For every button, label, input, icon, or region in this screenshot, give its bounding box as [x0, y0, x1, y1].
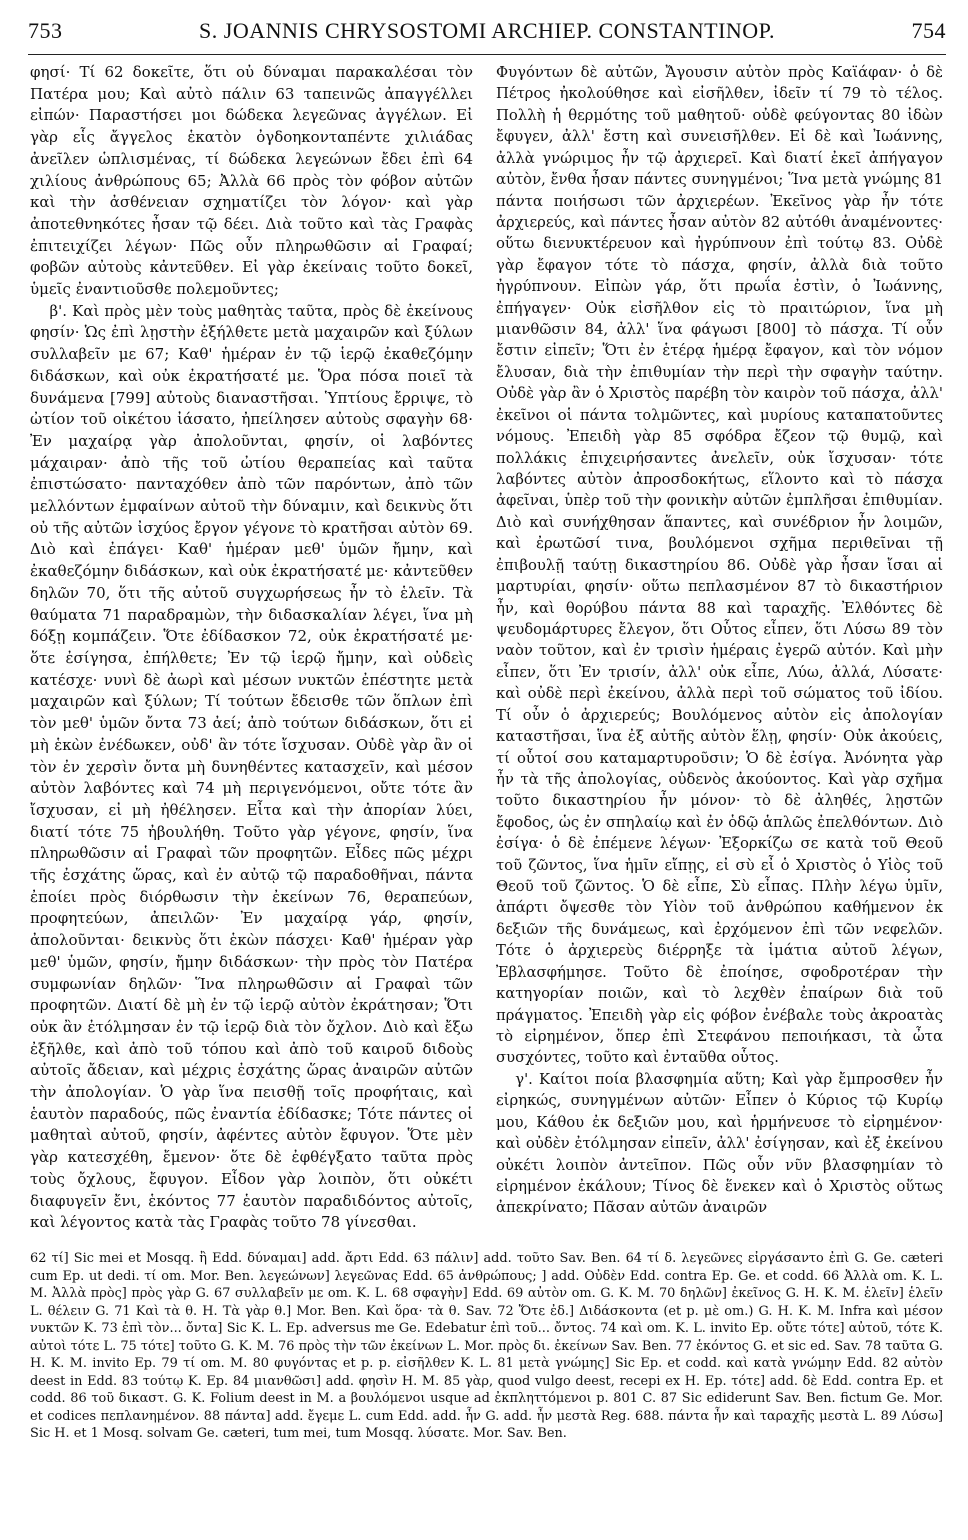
page-header [28, 18, 946, 48]
paragraph: β'. Καὶ πρὸς μὲν τοὺς μαθητὰς ταῦτα, πρὸς δὲ ἐκείνους φησίν· Ὡς ἐπὶ λῃστὴν ἐξήλθετε μετὰ μαχαιρῶν καὶ ξύλων συλλαβεῖν με 67; Καθ' ἡμέραν ἐν τῷ ἱερῷ ἐκαθεζόμην διδάσκων, καὶ οὐκ ἐκρατήσατέ με. Ὅρα πόσα ποιεῖ τὰ δυνάμενα [799] αὐτοὺς διαναστῆσαι. Ὑπτίους ἔρριψε, τὸ ὠτίον τοῦ οἰκέτου ἰάσατο, ἠπείλησεν αὐτοὺς σφαγὴν 68· Ἐν μαχαίρᾳ γὰρ ἀπολοῦνται, φησίν, οἱ λαβόντες μάχαιραν· ἀπὸ τῆς τοῦ ὠτίου θεραπείας καὶ ταῦτα ἐπιστώσατο· πανταχόθεν ἀπὸ τῶν παρόντων, ἀπὸ τῶν μελλόντων ἐμφαίνων αὐτοῦ τὴν δύναμιν, καὶ δεικνὺς ὅτι οὐ τῆς αὐτῶν ἰσχύος ἔργον γέγονε τὸ κρατῆσαι αὐτὸν 69. Διὸ καὶ ἐπάγει· Καθ' ἡμέραν μεθ' ὑμῶν ἤμην, καὶ ἐκαθεζόμην διδάσκων, καὶ οὐκ ἐκρατήσατέ με· κἀντεῦθεν δηλῶν 70, ὅτι τῆς αὐτοῦ συγχωρήσεως ἦν τὸ ἑλεῖν. Τὰ θαύματα 71 παραδραμὼν, τὴν διδασκαλίαν λέγει, ἵνα μὴ δόξῃ κομπάζειν. Ὅτε ἐδίδασκον 72, οὐκ ἐκρατήσατέ με· ὅτε ἐσίγησα, ἐπήλθετε; Ἐν τῷ ἱερῷ ἤμην, καὶ οὐδεὶς κατέσχε· νυνὶ δὲ ἀωρὶ καὶ μέσων νυκτῶν ἐπέστητε μετὰ μαχαιρῶν καὶ ξύλων; Τί τούτων ἔδεισθε τῶν ὅπλων ἐπὶ τὸν μεθ' ὑμῶν ὄντα 73 ἀεί; ἀπὸ τούτων διδάσκων, ὅτι εἰ μὴ ἑκὼν ἐνέδωκεν, οὐδ' ἂν τότε ἴσχυσαν. Οὐδὲ γὰρ ἂν οἱ τὸν ἐν χερσὶν ὄντα μὴ δυνηθέντες κατασχεῖν, καὶ μέσον αὐτὸν λαβόντες καὶ 74 μὴ περιγενόμενοι, οὔτε τότε ἂν ἴσχυσαν, εἰ μὴ ἠθέλησεν. Εἶτα καὶ τὴν ἀπορίαν λύει, διατί τότε 75 ἠβουλήθη. Τοῦτο γὰρ γέγονε, φησίν, ἵνα πληρωθῶσιν αἱ Γραφαὶ τῶν προφητῶν. Εἶδες πῶς μέχρι τῆς ἐσχάτης ὥρας, καὶ ἐν αὐτῷ τῷ παραδοθῆναι, πάντα ἐποίει πρὸς διόρθωσιν τὴν ἐκείνων 76, θεραπεύων, προφητεύων, ἀπειλῶν· Ἐν μαχαίρᾳ γάρ, φησίν, ἀπολοῦνται· δεικνὺς ὅτι ἑκὼν πάσχει· Καθ' ἡμέραν γὰρ μεθ' ὑμῶν, φησίν, ἤμην διδάσκων· τὴν πρὸς τὸν Πατέρα συμφωνίαν δηλῶν· Ἵνα πληρωθῶσιν αἱ Γραφαὶ τῶν προφητῶν. Διατί δὲ μὴ ἐν τῷ ἱερῷ αὐτὸν ἐκράτησαν; Ὅτι οὐκ ἂν ἐτόλμησαν ἐν τῷ ἱερῷ διὰ τὸν ὄχλον. Διὸ καὶ ἔξω ἐξῆλθε, καὶ ἀπὸ τοῦ τόπου καὶ ἀπὸ τοῦ καιροῦ διδοὺς αὐτοῖς ἄδειαν, καὶ μέχρις ἐσχάτης ὥρας ἀναιρῶν αὐτῶν τὴν ἀπολογίαν. Ὁ γὰρ ἵνα πεισθῇ τοῖς προφήταις, καὶ ἑαυτὸν παραδούς, πῶς ἐναντία ἐδίδασκε; Τότε πάντες οἱ μαθηταὶ αὐτοῦ, φησίν, ἀφέντες αὐτὸν ἔφυγον. Ὅτε μὲν γὰρ κατεσχέθη, ἔμενον· ὅτε δὲ ἐφθέγξατο ταῦτα πρὸς τοὺς ὄχλους, ἔφυγον. Εἶδον γὰρ λοιπὸν, ὅτι οὐκέτι διαφυγεῖν ἔνι, ἑκόντος 77 ἑαυτὸν παραδιδόντος αὐτοῖς, καὶ λέγοντος κατὰ τὰς Γραφὰς τοῦτο 78 γίνεσθαι. [30, 301, 473, 1232]
left-column [30, 62, 473, 1234]
paragraph: φησί· Τί 62 δοκεῖτε, ὅτι οὐ δύναμαι παρακαλέσαι τὸν Πατέρα μου; Καὶ αὐτὸ πάλιν 63 ταπεινῶς ἀπαγγέλλει εἰπών· Παραστήσει μοι δώδεκα λεγεῶνας ἀγγέλων. Εἰ γὰρ εἷς ἄγγελος ἑκατὸν ὀγδοηκονταπέντε χιλιάδας ἀνεῖλεν ὡπλισμένας, τί δώδεκα λεγεώνων ἔδει ἐπὶ 64 χιλίους ἀνθρώπους 65; Ἀλλὰ 66 πρὸς τὸν φόβον αὐτῶν καὶ τὴν ἀσθένειαν σχηματίζει τὸν λόγον· καὶ γὰρ ἀποτεθνηκότες ἦσαν τῷ δέει. Διὰ τοῦτο καὶ τὰς Γραφὰς ἐπιτειχίζει λέγων· Πῶς οὖν πληρωθῶσιν αἱ Γραφαί; φοβῶν αὐτοὺς κἀντεῦθεν. Εἰ γὰρ ἐκείναις τοῦτο δοκεῖ, ὑμεῖς ἐναντιοῦσθε πολεμοῦντες; [30, 63, 473, 299]
page-number-right: 754 [911, 18, 946, 43]
footnote-text: 62 τί] Sic mei et Mosqq. ἢ Edd. δύναμαι] add. ἄρτι Edd. 63 πάλιν] add. τοῦτο Sav. Ben. 64 τί δ. λεγεῶνες εἰργάσαντο ἐπὶ G. Ge. cæteri cum Ep. ut dedi. τί om. Mor. Ben. λεγεώνων] λεγεῶνας Edd. 65 ἀνθρώπους; ] add. Οὐδὲν Edd. contra Ep. Ge. et codd. 66 Ἀλλὰ om. K. L. M. Ἀλλὰ πρὸς] πρὸς γὰρ G. 67 συλλαβεῖν με om. K. L. 68 σφαγὴν] Edd. 69 αὐτὸν om. G. K. M. 70 δηλῶν] ἐκεῖνος G. H. K. M. ἑλεῖν] ἑλεῖν L. θέλειν G. 71 Καὶ τὰ θ. H. Τὰ γὰρ θ.] Mor. Ben. Καὶ ὅρα· τὰ θ. Sav. 72 Ὅτε ἐδ.] Διδάσκοντα (et p. μὲ om.) G. H. K. M. Infra καὶ μέσον νυκτῶν K. 73 ἐπὶ τὸν... ὄντα] Sic K. L. Ep. adversus me Ge. Edebatur ἐπὶ τοῦ... ὄντος. 74 καὶ om. K. L. invito Ep. οὔτε τότε] αὐτοῦ, τότε K. αὐτοὶ τότε L. 75 τότε] τοῦτο G. K. M. 76 πρὸς τὴν τῶν ἐκείνων L. Mor. πρὸς δι. ἐκείνων Sav. Ben. 77 ἑκόντος G. et sic ed. Sav. 78 ταῦτα G. H. K. M. invito Ep. 79 τί om. M. 80 φυγόντας et p. p. εἰσῆλθεν K. L. 81 μετὰ γνώμης] Sic Ep. et codd. καὶ κατὰ γνώμην Edd. 82 αὐτὸν deest in Edd. 83 τούτῳ K. Ep. 84 μιανθῶσι] add. φησὶν H. M. 85 γὰρ, quod vulgo deest, recepi ex H. Ep. τότε] add. δὲ Edd. contra Ep. et codd. 86 τοῦ δικαστ. G. K. Folium deest in M. a βουλόμενοι usque ad ἐκπληττόμενοι p. 801 C. 87 Sic ediderunt Sav. Ben. fictum Ge. Mor. et codices πεπλανημένον. 88 πάντα] add. ἔγεμε L. cum Edd. add. ἦν G. add. ἦν μεστὰ Reg. 688. πάντα ἦν καὶ ταραχῆς μεστὰ L. 89 Λύσω] Sic H. et 1 Mosq. solvam Ge. cæteri, tum mei, tum Mosqq. λύσατε. Mor. Sav. Ben. [30, 1251, 943, 1442]
right-column [496, 62, 943, 1219]
footnotes [30, 1250, 943, 1443]
paragraph: γ'. Καίτοι ποία βλασφημία αὕτη; Καὶ γὰρ ἔμπροσθεν ἦν εἰρηκώς, συνηγμένων αὐτῶν· Εἶπεν ὁ Κύριος τῷ Κυρίῳ μου, Κάθου ἐκ δεξιῶν μου, καὶ ἡρμήνευσε τὸ εἰρημένον· καὶ οὐδὲν ἐτόλμησαν εἰπεῖν, ἀλλ' ἐσίγησαν, καὶ ἐξ ἐκείνου οὐκέτι λοιπὸν ἀντεῖπον. Πῶς οὖν νῦν βλασφημίαν τὸ εἰρημένον ἐκάλουν; Τίνος δὲ ἕνεκεν καὶ ὁ Χριστὸς οὕτως ἀπεκρίνατο; Πᾶσαν αὐτῶν ἀναιρῶν [496, 1070, 943, 1217]
header-rule [28, 54, 946, 55]
page-number-left: 753 [28, 18, 63, 43]
running-title: S. JOANNIS CHRYSOSTOMI ARCHIEP. CONSTANTINOP. [199, 18, 775, 43]
paragraph: Φυγόντων δὲ αὐτῶν, Ἄγουσιν αὐτὸν πρὸς Καϊάφαν· ὁ δὲ Πέτρος ἠκολούθησε καὶ εἰσῆλθεν, ἰδεῖν τί 79 τὸ τέλος. Πολλὴ ἡ θερμότης τοῦ μαθητοῦ· οὐδὲ φεύγοντας 80 ἰδὼν ἔφυγεν, ἀλλ' ἔστη καὶ συνεισῆλθεν. Εἰ δὲ καὶ Ἰωάννης, ἀλλὰ γνώριμος ἦν τῷ ἀρχιερεῖ. Καὶ διατί ἐκεῖ ἀπήγαγον αὐτὸν, ἔνθα ἦσαν πάντες συνηγμένοι; Ἵνα μετὰ γνώμης 81 πάντα ποιήσωσι τῶν ἀρχιερέων. Ἐκεῖνος γὰρ ἦν τότε ἀρχιερεύς, καὶ πάντες ἦσαν αὐτὸν 82 αὐτόθι ἀναμένοντες· οὕτω διενυκτέρευον καὶ ἠγρύπνουν ἐπὶ τούτῳ 83. Οὐδὲ γὰρ ἔφαγον τότε τὸ πάσχα, φησίν, ἀλλὰ διὰ τοῦτο ἠγρύπνουν. Εἰπὼν γάρ, ὅτι πρωΐα ἐστὶν, ὁ Ἰωάννης, ἐπήγαγεν· Οὐκ εἰσῆλθον εἰς τὸ πραιτώριον, ἵνα μὴ μιανθῶσιν 84, ἀλλ' ἵνα φάγωσι [800] τὸ πάσχα. Τί οὖν ἔστιν εἰπεῖν; Ὅτι ἐν ἑτέρᾳ ἡμέρᾳ ἔφαγον, καὶ τὸν νόμον ἔλυσαν, διὰ τὴν ἐπιθυμίαν τὴν περὶ τὴν σφαγὴν ταύτην. Οὐδὲ γὰρ ἂν ὁ Χριστὸς παρέβη τὸν καιρὸν τοῦ πάσχα, ἀλλ' ἐκεῖνοι οἱ πάντα τολμῶντες, καὶ μυρίους καταπατοῦντες νόμους. Ἐπειδὴ γὰρ 85 σφόδρα ἔζεον τῷ θυμῷ, καὶ πολλάκις ἐπιχειρήσαντες ἀνελεῖν, οὐκ ἴσχυσαν· τότε λαβόντες αὐτὸν ἀπροσδοκήτως, εἵλοντο καὶ τὸ πάσχα ἀφεῖναι, ὑπὲρ τοῦ τὴν φονικὴν αὐτῶν ἐμπλῆσαι ἐπιθυμίαν. Διὸ καὶ συνήχθησαν ἅπαντες, καὶ συνέδριον ἦν λοιμῶν, καὶ ἐρωτῶσί τινα, βουλόμενοι σχῆμα περιθεῖναι τῇ ἐπιβουλῇ ταύτῃ δικαστηρίου 86. Οὐδὲ γὰρ ἦσαν ἴσαι αἱ μαρτυρίαι, φησίν· οὕτω πεπλασμένον 87 τὸ δικαστήριον ἦν, καὶ θορύβου πάντα 88 καὶ ταραχῆς. Ἐλθόντες δὲ ψευδομάρτυρες ἔλεγον, ὅτι Οὗτος εἶπεν, ὅτι Λύσω 89 τὸν ναὸν τοῦτον, καὶ ἐν τρισὶν ἡμέραις ἐγερῶ αὐτόν. Καὶ μὴν εἶπεν, ὅτι Ἐν τρισίν, ἀλλ' οὐκ εἶπε, Λύω, ἀλλά, Λύσατε· καὶ οὐδὲ περὶ ἐκείνου, ἀλλὰ περὶ τοῦ σώματος τοῦ ἰδίου. Τί οὖν ὁ ἀρχιερεύς; Βουλόμενος αὐτὸν εἰς ἀπολογίαν καταστῆσαι, ἵνα ἐξ αὐτῆς αὐτὸν ἕλῃ, φησίν· Οὐκ ἀκούεις, τί οὗτοί σου καταμαρτυροῦσιν; Ὁ δὲ ἐσίγα. Ἀνόνητα γὰρ ἦν τὰ τῆς ἀπολογίας, οὐδενὸς ἀκούοντος. Καὶ γὰρ σχῆμα τοῦτο δικαστηρίου ἦν μόνον· τὸ δὲ ἀληθές, λῃστῶν ἔφοδος, ὡς ἐν σπηλαίῳ καὶ ἐν ὁδῷ ἁπλῶς ἐπελθόντων. Διὸ ἐσίγα· ὁ δὲ ἐπέμενε λέγων· Ἐξορκίζω σε κατὰ τοῦ Θεοῦ τοῦ ζῶντος, ἵνα ἡμῖν εἴπῃς, εἰ σὺ εἶ ὁ Χριστὸς ὁ Υἱὸς τοῦ Θεοῦ τοῦ ζῶντος. Ὁ δὲ εἶπε, Σὺ εἶπας. Πλὴν λέγω ὑμῖν, ἀπάρτι ὄψεσθε τὸν Υἱὸν τοῦ ἀνθρώπου καθήμενον ἐκ δεξιῶν τῆς δυνάμεως, καὶ ἐρχόμενον ἐπὶ τῶν νεφελῶν. Τότε ὁ ἀρχιερεὺς διέρρηξε τὰ ἱμάτια αὐτοῦ λέγων, Ἐβλασφήμησε. Τοῦτο δὲ ἐποίησε, σφοδροτέραν τὴν κατηγορίαν ποιῶν, καὶ τὸ λεχθὲν ἐπαίρων διὰ τοῦ πράγματος. Ἐπειδὴ γὰρ εἰς φόβον ἐνέβαλε τοὺς ἀκροατὰς τὸ εἰρημένον, ὅπερ ἐπὶ Στεφάνου πεποιήκασι, τὰ ὦτα συσχόντες, τοῦτο καὶ ἐνταῦθα οὗτος. [496, 64, 943, 1067]
